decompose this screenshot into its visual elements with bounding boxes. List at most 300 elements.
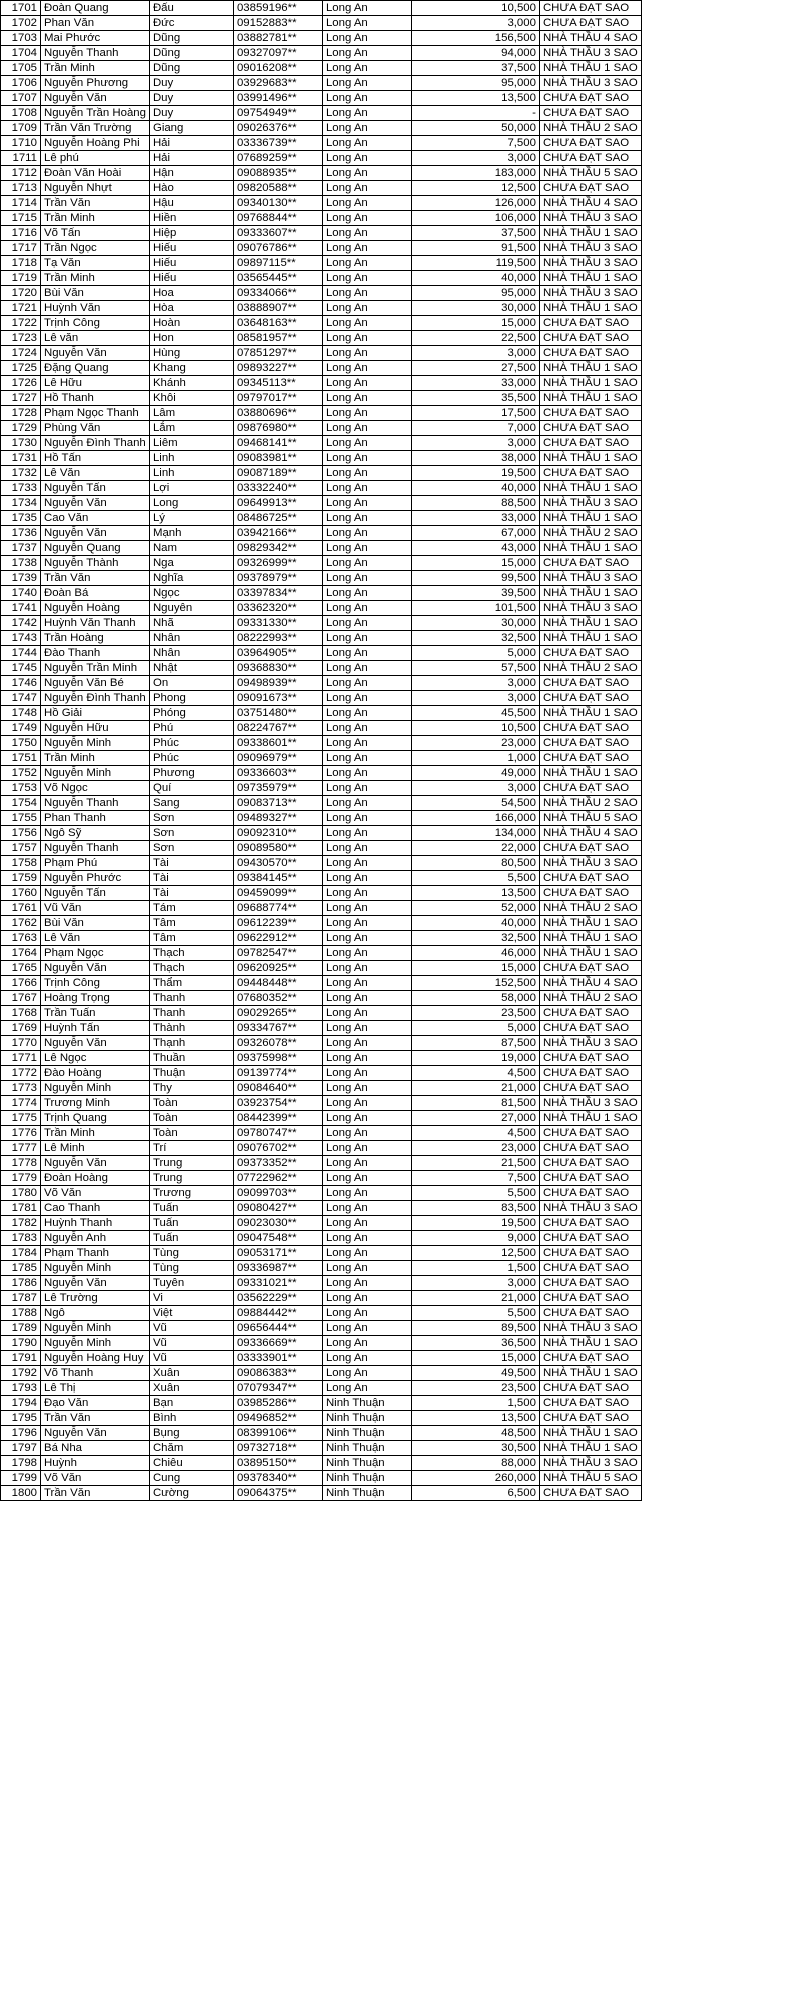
surname-middle-name-cell: Hoàng Trọng bbox=[41, 991, 150, 1006]
rank-cell: NHÀ THẦU 3 SAO bbox=[539, 1096, 641, 1111]
rank-cell: NHÀ THẦU 3 SAO bbox=[539, 1456, 641, 1471]
points-cell: 12,500 bbox=[411, 1246, 539, 1261]
province-cell: Long An bbox=[322, 331, 411, 346]
rank-cell: CHƯA ĐẠT SAO bbox=[539, 841, 641, 856]
province-cell: Long An bbox=[322, 1321, 411, 1336]
given-name-cell: Dũng bbox=[149, 31, 233, 46]
surname-middle-name-cell: Trần Văn bbox=[41, 1411, 150, 1426]
row-number-cell: 1776 bbox=[1, 1126, 41, 1141]
table-row bbox=[1, 391, 642, 406]
row-number-cell: 1762 bbox=[1, 916, 41, 931]
surname-middle-name-cell: Võ Tấn bbox=[41, 226, 150, 241]
given-name-cell: Toàn bbox=[149, 1111, 233, 1126]
surname-middle-name-cell: Võ Thanh bbox=[41, 1366, 150, 1381]
row-number-cell: 1758 bbox=[1, 856, 41, 871]
province-cell: Long An bbox=[322, 106, 411, 121]
rank-cell: CHƯA ĐẠT SAO bbox=[539, 1021, 641, 1036]
rank-cell: CHƯA ĐẠT SAO bbox=[539, 871, 641, 886]
surname-middle-name-cell: Lê Hữu bbox=[41, 376, 150, 391]
table-row bbox=[1, 61, 642, 76]
table-row bbox=[1, 316, 642, 331]
table-row bbox=[1, 1141, 642, 1156]
surname-middle-name-cell: Nguyễn Văn bbox=[41, 91, 150, 106]
given-name-cell: Hận bbox=[149, 166, 233, 181]
table-row bbox=[1, 826, 642, 841]
points-cell: 5,000 bbox=[411, 646, 539, 661]
rank-cell: NHÀ THẦU 1 SAO bbox=[539, 451, 641, 466]
phone-cell: 09338601** bbox=[233, 736, 322, 751]
rank-cell: NHÀ THẦU 1 SAO bbox=[539, 1111, 641, 1126]
surname-middle-name-cell: Nguyễn Phước bbox=[41, 871, 150, 886]
province-cell: Long An bbox=[322, 121, 411, 136]
phone-cell: 09064375** bbox=[233, 1486, 322, 1501]
surname-middle-name-cell: Võ Ngọc bbox=[41, 781, 150, 796]
row-number-cell: 1721 bbox=[1, 301, 41, 316]
phone-cell: 09384145** bbox=[233, 871, 322, 886]
points-cell: 156,500 bbox=[411, 31, 539, 46]
table-row bbox=[1, 1231, 642, 1246]
rank-cell: NHÀ THẦU 4 SAO bbox=[539, 196, 641, 211]
points-cell: 40,000 bbox=[411, 916, 539, 931]
rank-cell: CHƯA ĐẠT SAO bbox=[539, 466, 641, 481]
row-number-cell: 1773 bbox=[1, 1081, 41, 1096]
surname-middle-name-cell: Nguyễn Thanh bbox=[41, 796, 150, 811]
surname-middle-name-cell: Nguyễn Văn bbox=[41, 1426, 150, 1441]
phone-cell: 09326999** bbox=[233, 556, 322, 571]
province-cell: Long An bbox=[322, 211, 411, 226]
rank-cell: NHÀ THẦU 1 SAO bbox=[539, 766, 641, 781]
points-cell: 22,500 bbox=[411, 331, 539, 346]
row-number-cell: 1785 bbox=[1, 1261, 41, 1276]
points-cell: 3,000 bbox=[411, 151, 539, 166]
table-row bbox=[1, 151, 642, 166]
province-cell: Long An bbox=[322, 1246, 411, 1261]
points-cell: 32,500 bbox=[411, 631, 539, 646]
surname-middle-name-cell: Đạo Văn bbox=[41, 1396, 150, 1411]
row-number-cell: 1769 bbox=[1, 1021, 41, 1036]
points-cell: 40,000 bbox=[411, 481, 539, 496]
table-row bbox=[1, 1216, 642, 1231]
rank-cell: NHÀ THẦU 1 SAO bbox=[539, 706, 641, 721]
row-number-cell: 1743 bbox=[1, 631, 41, 646]
row-number-cell: 1725 bbox=[1, 361, 41, 376]
table-row bbox=[1, 271, 642, 286]
surname-middle-name-cell: Nguyễn Minh bbox=[41, 1321, 150, 1336]
row-number-cell: 1741 bbox=[1, 601, 41, 616]
province-cell: Long An bbox=[322, 886, 411, 901]
table-row bbox=[1, 286, 642, 301]
phone-cell: 09087189** bbox=[233, 466, 322, 481]
row-number-cell: 1752 bbox=[1, 766, 41, 781]
phone-cell: 07689259** bbox=[233, 151, 322, 166]
given-name-cell: Trương bbox=[149, 1186, 233, 1201]
province-cell: Long An bbox=[322, 1156, 411, 1171]
rank-cell: NHÀ THẦU 1 SAO bbox=[539, 946, 641, 961]
points-cell: 3,000 bbox=[411, 676, 539, 691]
province-cell: Long An bbox=[322, 631, 411, 646]
province-cell: Long An bbox=[322, 466, 411, 481]
points-cell: 19,500 bbox=[411, 1216, 539, 1231]
points-cell: 134,000 bbox=[411, 826, 539, 841]
province-cell: Long An bbox=[322, 1351, 411, 1366]
given-name-cell: Việt bbox=[149, 1306, 233, 1321]
province-cell: Long An bbox=[322, 256, 411, 271]
rank-cell: NHÀ THẦU 5 SAO bbox=[539, 1471, 641, 1486]
rank-cell: NHÀ THẦU 1 SAO bbox=[539, 226, 641, 241]
given-name-cell: Sơn bbox=[149, 811, 233, 826]
points-cell: 5,000 bbox=[411, 1021, 539, 1036]
given-name-cell: Lợi bbox=[149, 481, 233, 496]
phone-cell: 09336669** bbox=[233, 1336, 322, 1351]
province-cell: Long An bbox=[322, 946, 411, 961]
given-name-cell: Nhân bbox=[149, 631, 233, 646]
table-row bbox=[1, 436, 642, 451]
row-number-cell: 1778 bbox=[1, 1156, 41, 1171]
points-cell: 19,000 bbox=[411, 1051, 539, 1066]
phone-cell: 08486725** bbox=[233, 511, 322, 526]
given-name-cell: Trí bbox=[149, 1141, 233, 1156]
rank-cell: CHƯA ĐẠT SAO bbox=[539, 421, 641, 436]
given-name-cell: Thành bbox=[149, 1021, 233, 1036]
table-row bbox=[1, 46, 642, 61]
given-name-cell: Xuân bbox=[149, 1381, 233, 1396]
given-name-cell: Vũ bbox=[149, 1336, 233, 1351]
given-name-cell: Hoa bbox=[149, 286, 233, 301]
points-cell: 30,000 bbox=[411, 301, 539, 316]
surname-middle-name-cell: Võ Văn bbox=[41, 1471, 150, 1486]
rank-cell: NHÀ THẦU 1 SAO bbox=[539, 61, 641, 76]
province-cell: Long An bbox=[322, 1126, 411, 1141]
row-number-cell: 1767 bbox=[1, 991, 41, 1006]
table-row bbox=[1, 1126, 642, 1141]
phone-cell: 09780747** bbox=[233, 1126, 322, 1141]
row-number-cell: 1710 bbox=[1, 136, 41, 151]
given-name-cell: Thuận bbox=[149, 1066, 233, 1081]
row-number-cell: 1757 bbox=[1, 841, 41, 856]
given-name-cell: Tài bbox=[149, 886, 233, 901]
table-row bbox=[1, 856, 642, 871]
phone-cell: 09468141** bbox=[233, 436, 322, 451]
points-cell: 23,500 bbox=[411, 1381, 539, 1396]
points-cell: 33,000 bbox=[411, 376, 539, 391]
points-cell: 152,500 bbox=[411, 976, 539, 991]
rank-cell: CHƯA ĐẠT SAO bbox=[539, 181, 641, 196]
surname-middle-name-cell: Lê Văn bbox=[41, 931, 150, 946]
surname-middle-name-cell: Nguyễn Văn bbox=[41, 961, 150, 976]
province-cell: Long An bbox=[322, 31, 411, 46]
row-number-cell: 1790 bbox=[1, 1336, 41, 1351]
rank-cell: CHƯA ĐẠT SAO bbox=[539, 721, 641, 736]
given-name-cell: Thẩm bbox=[149, 976, 233, 991]
province-cell: Long An bbox=[322, 196, 411, 211]
row-number-cell: 1712 bbox=[1, 166, 41, 181]
phone-cell: 09026376** bbox=[233, 121, 322, 136]
table-row bbox=[1, 1411, 642, 1426]
given-name-cell: Cường bbox=[149, 1486, 233, 1501]
province-cell: Long An bbox=[322, 76, 411, 91]
points-cell: 13,500 bbox=[411, 91, 539, 106]
row-number-cell: 1783 bbox=[1, 1231, 41, 1246]
table-row bbox=[1, 166, 642, 181]
phone-cell: 08224767** bbox=[233, 721, 322, 736]
table-row bbox=[1, 1351, 642, 1366]
given-name-cell: Chiêu bbox=[149, 1456, 233, 1471]
row-number-cell: 1796 bbox=[1, 1426, 41, 1441]
rank-cell: NHÀ THẦU 1 SAO bbox=[539, 1366, 641, 1381]
phone-cell: 03397834** bbox=[233, 586, 322, 601]
given-name-cell: Mạnh bbox=[149, 526, 233, 541]
table-row bbox=[1, 121, 642, 136]
row-number-cell: 1718 bbox=[1, 256, 41, 271]
given-name-cell: Duy bbox=[149, 76, 233, 91]
rank-cell: CHƯA ĐẠT SAO bbox=[539, 961, 641, 976]
table-row bbox=[1, 1171, 642, 1186]
province-cell: Long An bbox=[322, 1096, 411, 1111]
points-cell: 3,000 bbox=[411, 346, 539, 361]
row-number-cell: 1742 bbox=[1, 616, 41, 631]
province-cell: Long An bbox=[322, 931, 411, 946]
phone-cell: 08222993** bbox=[233, 631, 322, 646]
province-cell: Ninh Thuận bbox=[322, 1411, 411, 1426]
phone-cell: 09096979** bbox=[233, 751, 322, 766]
phone-cell: 09797017** bbox=[233, 391, 322, 406]
surname-middle-name-cell: Hồ Thanh bbox=[41, 391, 150, 406]
surname-middle-name-cell: Lê văn bbox=[41, 331, 150, 346]
points-cell: 9,000 bbox=[411, 1231, 539, 1246]
table-row bbox=[1, 1246, 642, 1261]
row-number-cell: 1779 bbox=[1, 1171, 41, 1186]
given-name-cell: Tuấn bbox=[149, 1216, 233, 1231]
surname-middle-name-cell: Nguyễn Đình Thanh bbox=[41, 691, 150, 706]
surname-middle-name-cell: Nguyễn Hoàng Phi bbox=[41, 136, 150, 151]
surname-middle-name-cell: Bùi Văn bbox=[41, 286, 150, 301]
phone-cell: 09829342** bbox=[233, 541, 322, 556]
points-cell: 40,000 bbox=[411, 271, 539, 286]
points-cell: 87,500 bbox=[411, 1036, 539, 1051]
points-cell: 91,500 bbox=[411, 241, 539, 256]
surname-middle-name-cell: Đoàn Bá bbox=[41, 586, 150, 601]
phone-cell: 03991496** bbox=[233, 91, 322, 106]
province-cell: Long An bbox=[322, 526, 411, 541]
province-cell: Long An bbox=[322, 481, 411, 496]
surname-middle-name-cell: Tạ Văn bbox=[41, 256, 150, 271]
row-number-cell: 1702 bbox=[1, 16, 41, 31]
surname-middle-name-cell: Trịnh Công bbox=[41, 316, 150, 331]
given-name-cell: Hiệp bbox=[149, 226, 233, 241]
given-name-cell: Nam bbox=[149, 541, 233, 556]
row-number-cell: 1734 bbox=[1, 496, 41, 511]
given-name-cell: Ngọc bbox=[149, 586, 233, 601]
province-cell: Long An bbox=[322, 226, 411, 241]
province-cell: Long An bbox=[322, 16, 411, 31]
points-cell: 13,500 bbox=[411, 1411, 539, 1426]
surname-middle-name-cell: Lê Văn bbox=[41, 466, 150, 481]
rank-cell: CHƯA ĐẠT SAO bbox=[539, 676, 641, 691]
row-number-cell: 1756 bbox=[1, 826, 41, 841]
rank-cell: NHÀ THẦU 1 SAO bbox=[539, 511, 641, 526]
rank-cell: NHÀ THẦU 1 SAO bbox=[539, 481, 641, 496]
table-row bbox=[1, 1396, 642, 1411]
points-cell: 3,000 bbox=[411, 1276, 539, 1291]
table-row bbox=[1, 841, 642, 856]
given-name-cell: Khang bbox=[149, 361, 233, 376]
phone-cell: 09897115** bbox=[233, 256, 322, 271]
rank-cell: NHÀ THẦU 4 SAO bbox=[539, 31, 641, 46]
phone-cell: 09333607** bbox=[233, 226, 322, 241]
surname-middle-name-cell: Trần Văn bbox=[41, 196, 150, 211]
table-row bbox=[1, 376, 642, 391]
province-cell: Long An bbox=[322, 1141, 411, 1156]
rank-cell: CHƯA ĐẠT SAO bbox=[539, 736, 641, 751]
table-row bbox=[1, 901, 642, 916]
row-number-cell: 1722 bbox=[1, 316, 41, 331]
phone-cell: 09326078** bbox=[233, 1036, 322, 1051]
row-number-cell: 1793 bbox=[1, 1381, 41, 1396]
table-row bbox=[1, 1486, 642, 1501]
rank-cell: CHƯA ĐẠT SAO bbox=[539, 1276, 641, 1291]
table-row bbox=[1, 1381, 642, 1396]
given-name-cell: Phương bbox=[149, 766, 233, 781]
table-row bbox=[1, 136, 642, 151]
rank-cell: NHÀ THẦU 1 SAO bbox=[539, 616, 641, 631]
given-name-cell: Lâm bbox=[149, 406, 233, 421]
phone-cell: 03751480** bbox=[233, 706, 322, 721]
points-cell: 36,500 bbox=[411, 1336, 539, 1351]
province-cell: Long An bbox=[322, 61, 411, 76]
points-cell: 119,500 bbox=[411, 256, 539, 271]
rank-cell: NHÀ THẦU 5 SAO bbox=[539, 811, 641, 826]
rank-cell: NHÀ THẦU 1 SAO bbox=[539, 931, 641, 946]
phone-cell: 09076702** bbox=[233, 1141, 322, 1156]
province-cell: Long An bbox=[322, 511, 411, 526]
given-name-cell: Sơn bbox=[149, 841, 233, 856]
surname-middle-name-cell: Trần Minh bbox=[41, 271, 150, 286]
points-cell: 81,500 bbox=[411, 1096, 539, 1111]
points-cell: 48,500 bbox=[411, 1426, 539, 1441]
phone-cell: 09735979** bbox=[233, 781, 322, 796]
rank-cell: CHƯA ĐẠT SAO bbox=[539, 1291, 641, 1306]
province-cell: Long An bbox=[322, 691, 411, 706]
table-row bbox=[1, 106, 642, 121]
table-row bbox=[1, 706, 642, 721]
points-cell: 37,500 bbox=[411, 61, 539, 76]
given-name-cell: Tuyên bbox=[149, 1276, 233, 1291]
given-name-cell: Dũng bbox=[149, 61, 233, 76]
province-cell: Long An bbox=[322, 871, 411, 886]
given-name-cell: Nhã bbox=[149, 616, 233, 631]
row-number-cell: 1770 bbox=[1, 1036, 41, 1051]
given-name-cell: Hoàn bbox=[149, 316, 233, 331]
rank-cell: CHƯA ĐẠT SAO bbox=[539, 646, 641, 661]
points-cell: 38,000 bbox=[411, 451, 539, 466]
points-cell: 57,500 bbox=[411, 661, 539, 676]
row-number-cell: 1703 bbox=[1, 31, 41, 46]
row-number-cell: 1788 bbox=[1, 1306, 41, 1321]
row-number-cell: 1727 bbox=[1, 391, 41, 406]
points-cell: 49,500 bbox=[411, 1366, 539, 1381]
province-cell: Long An bbox=[322, 721, 411, 736]
surname-middle-name-cell: Nguyễn Tấn bbox=[41, 886, 150, 901]
phone-cell: 09029265** bbox=[233, 1006, 322, 1021]
points-cell: 21,500 bbox=[411, 1156, 539, 1171]
points-cell: 260,000 bbox=[411, 1471, 539, 1486]
phone-cell: 09489327** bbox=[233, 811, 322, 826]
given-name-cell: Thy bbox=[149, 1081, 233, 1096]
phone-cell: 09047548** bbox=[233, 1231, 322, 1246]
table-row bbox=[1, 1051, 642, 1066]
surname-middle-name-cell: Mai Phước bbox=[41, 31, 150, 46]
rank-cell: CHƯA ĐẠT SAO bbox=[539, 886, 641, 901]
points-cell: 27,500 bbox=[411, 361, 539, 376]
given-name-cell: Phong bbox=[149, 691, 233, 706]
surname-middle-name-cell: Trần Minh bbox=[41, 211, 150, 226]
given-name-cell: Hiếu bbox=[149, 271, 233, 286]
province-cell: Long An bbox=[322, 361, 411, 376]
phone-cell: 09083713** bbox=[233, 796, 322, 811]
table-row bbox=[1, 1201, 642, 1216]
row-number-cell: 1729 bbox=[1, 421, 41, 436]
table-row bbox=[1, 181, 642, 196]
points-cell: 166,000 bbox=[411, 811, 539, 826]
table-row bbox=[1, 1021, 642, 1036]
rank-cell: NHÀ THẦU 3 SAO bbox=[539, 571, 641, 586]
phone-cell: 09688774** bbox=[233, 901, 322, 916]
given-name-cell: Hiếu bbox=[149, 256, 233, 271]
table-row bbox=[1, 676, 642, 691]
table-row bbox=[1, 1426, 642, 1441]
row-number-cell: 1781 bbox=[1, 1201, 41, 1216]
points-cell: 1,500 bbox=[411, 1261, 539, 1276]
phone-cell: 09649913** bbox=[233, 496, 322, 511]
phone-cell: 09334066** bbox=[233, 286, 322, 301]
surname-middle-name-cell: Nguyễn Văn bbox=[41, 1276, 150, 1291]
surname-middle-name-cell: Lê Trường bbox=[41, 1291, 150, 1306]
rank-cell: NHÀ THẦU 2 SAO bbox=[539, 526, 641, 541]
row-number-cell: 1753 bbox=[1, 781, 41, 796]
phone-cell: 03332240** bbox=[233, 481, 322, 496]
rank-cell: CHƯA ĐẠT SAO bbox=[539, 781, 641, 796]
rank-cell: CHƯA ĐẠT SAO bbox=[539, 331, 641, 346]
rank-cell: NHÀ THẦU 3 SAO bbox=[539, 286, 641, 301]
table-row bbox=[1, 256, 642, 271]
row-number-cell: 1763 bbox=[1, 931, 41, 946]
surname-middle-name-cell: Phạm Ngọc bbox=[41, 946, 150, 961]
rank-cell: NHÀ THẦU 3 SAO bbox=[539, 496, 641, 511]
row-number-cell: 1800 bbox=[1, 1486, 41, 1501]
table-row bbox=[1, 76, 642, 91]
given-name-cell: Hải bbox=[149, 151, 233, 166]
phone-cell: 09378979** bbox=[233, 571, 322, 586]
row-number-cell: 1736 bbox=[1, 526, 41, 541]
given-name-cell: Phóng bbox=[149, 706, 233, 721]
rank-cell: CHƯA ĐẠT SAO bbox=[539, 1381, 641, 1396]
rank-cell: CHƯA ĐẠT SAO bbox=[539, 1396, 641, 1411]
province-cell: Long An bbox=[322, 46, 411, 61]
given-name-cell: Toàn bbox=[149, 1126, 233, 1141]
phone-cell: 09076786** bbox=[233, 241, 322, 256]
phone-cell: 09340130** bbox=[233, 196, 322, 211]
surname-middle-name-cell: Nguyễn Minh bbox=[41, 736, 150, 751]
table-row bbox=[1, 661, 642, 676]
row-number-cell: 1765 bbox=[1, 961, 41, 976]
phone-cell: 09331021** bbox=[233, 1276, 322, 1291]
table-row bbox=[1, 931, 642, 946]
surname-middle-name-cell: Trần Tuấn bbox=[41, 1006, 150, 1021]
points-cell: 23,000 bbox=[411, 1141, 539, 1156]
phone-cell: 09368830** bbox=[233, 661, 322, 676]
province-cell: Long An bbox=[322, 1201, 411, 1216]
rank-cell: NHÀ THẦU 3 SAO bbox=[539, 1036, 641, 1051]
